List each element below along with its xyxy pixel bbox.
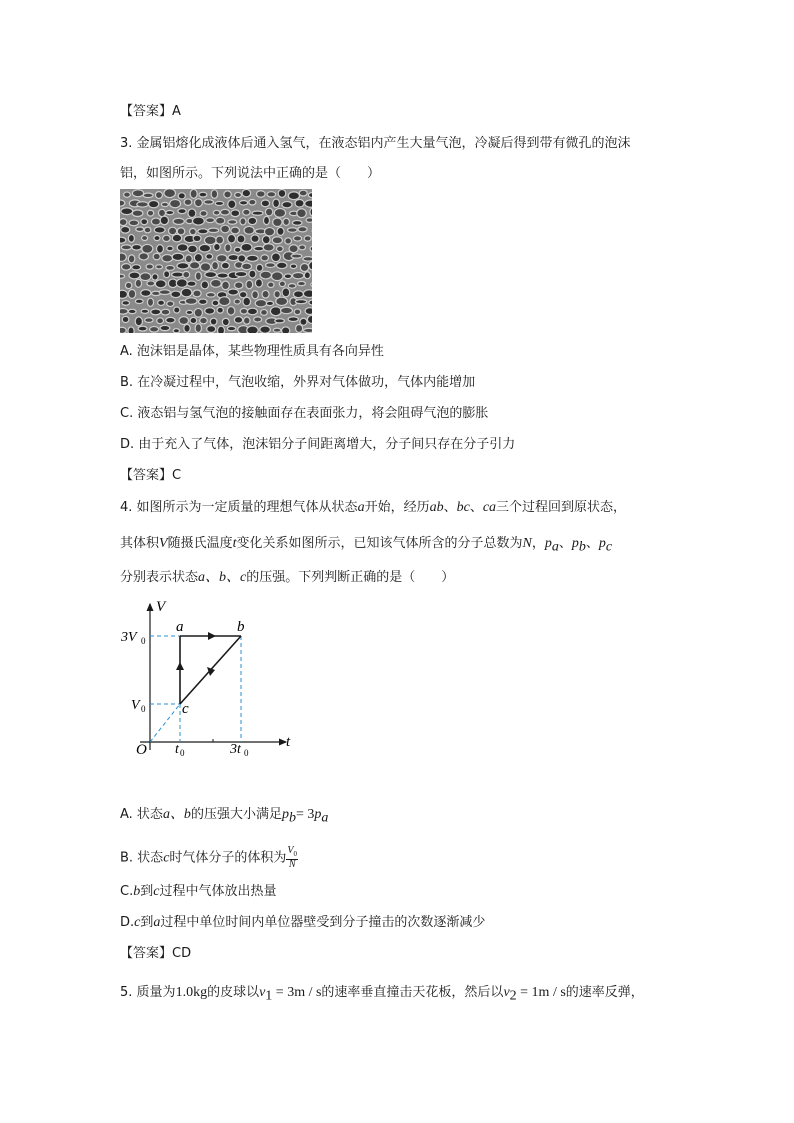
- foam-aluminum-photo: [120, 189, 312, 333]
- svg-text:0: 0: [180, 748, 185, 756]
- q2-answer: 【答案】A: [120, 104, 181, 119]
- q5-stem-line1: 5. 质量为1.0kg的皮球以$v_1 = 3m / s$的速率垂直撞击天花板，然后以$v_2 = 1m / s$的速率反弹，: [120, 985, 644, 1004]
- arrow-ab: [208, 632, 216, 640]
- svg-text:3t: 3t: [230, 742, 241, 756]
- svg-text:3V: 3V: [121, 630, 137, 645]
- q4-option-d: D.c到a过程中单位时间内单位器壁受到分子撞击的次数逐渐减少: [120, 915, 486, 930]
- q3-answer: 【答案】C: [120, 468, 182, 483]
- q3-stem-line2: 铝，如图所示。下列说法中正确的是（ ）: [120, 166, 381, 181]
- fraction-v0-over-n: $\frac{V_0}{N}$: [287, 845, 298, 870]
- label-origin: O: [136, 742, 147, 756]
- label-3v0: [120, 630, 146, 646]
- svg-text:t: t: [175, 742, 179, 756]
- q4-answer: 【答案】CD: [120, 946, 192, 961]
- q3-option-d: D. 由于充入了气体，泡沫铝分子间距离增大，分子间只存在分子引力: [120, 437, 516, 452]
- label-c: c: [182, 701, 189, 717]
- q4-option-b: B. 状态c时气体分子的体积为 $\frac{V_0}{N}$: [120, 845, 298, 870]
- arrow-ca: [176, 662, 184, 670]
- label-t0: [175, 742, 185, 756]
- label-v0: [131, 698, 146, 714]
- label-t: t: [286, 734, 291, 750]
- guide-origin-c: [150, 704, 180, 742]
- q4-stem-line2: 其体积V随摄氏温度t变化关系如图所示，已知该气体所含的分子总数为N，$p_a$、$p_b$、$p_c$: [120, 536, 613, 555]
- q3-option-c: C. 液态铝与氢气泡的接触面存在表面张力，将会阻碍气泡的膨胀: [120, 406, 489, 421]
- v-t-graph: [118, 598, 298, 756]
- q3-option-a: A. 泡沫铝是晶体，某些物理性质具有各向异性: [120, 344, 384, 359]
- svg-text:0: 0: [141, 704, 146, 714]
- label-a: a: [176, 619, 184, 635]
- svg-text:0: 0: [244, 748, 249, 756]
- q3-number: 3.: [120, 136, 133, 151]
- label-b: b: [237, 619, 245, 635]
- q4-option-a: A. 状态a、b的压强大小满足$p_b= 3p_a$: [120, 807, 329, 826]
- label-v: V: [156, 599, 166, 615]
- q4-option-c: C.b到c过程中气体放出热量: [120, 884, 277, 899]
- q3-stem-line1: 3. 金属铝熔化成液体后通入氢气，在液态铝内产生大量气泡，冷凝后得到带有微孔的泡沫: [120, 136, 631, 151]
- q3-option-b: B. 在冷凝过程中，气泡收缩，外界对气体做功，气体内能增加: [120, 375, 476, 390]
- label-3t0: [229, 742, 249, 756]
- svg-text:V: V: [131, 698, 140, 713]
- svg-text:0: 0: [141, 636, 146, 646]
- q4-stem-line1: 4. 如图所示为一定质量的理想气体从状态a开始，经历ab、bc、ca三个过程回到原状态，: [120, 500, 627, 515]
- q4-stem-line3: 分别表示状态a、b、c的压强。下列判断正确的是（ ）: [120, 570, 455, 585]
